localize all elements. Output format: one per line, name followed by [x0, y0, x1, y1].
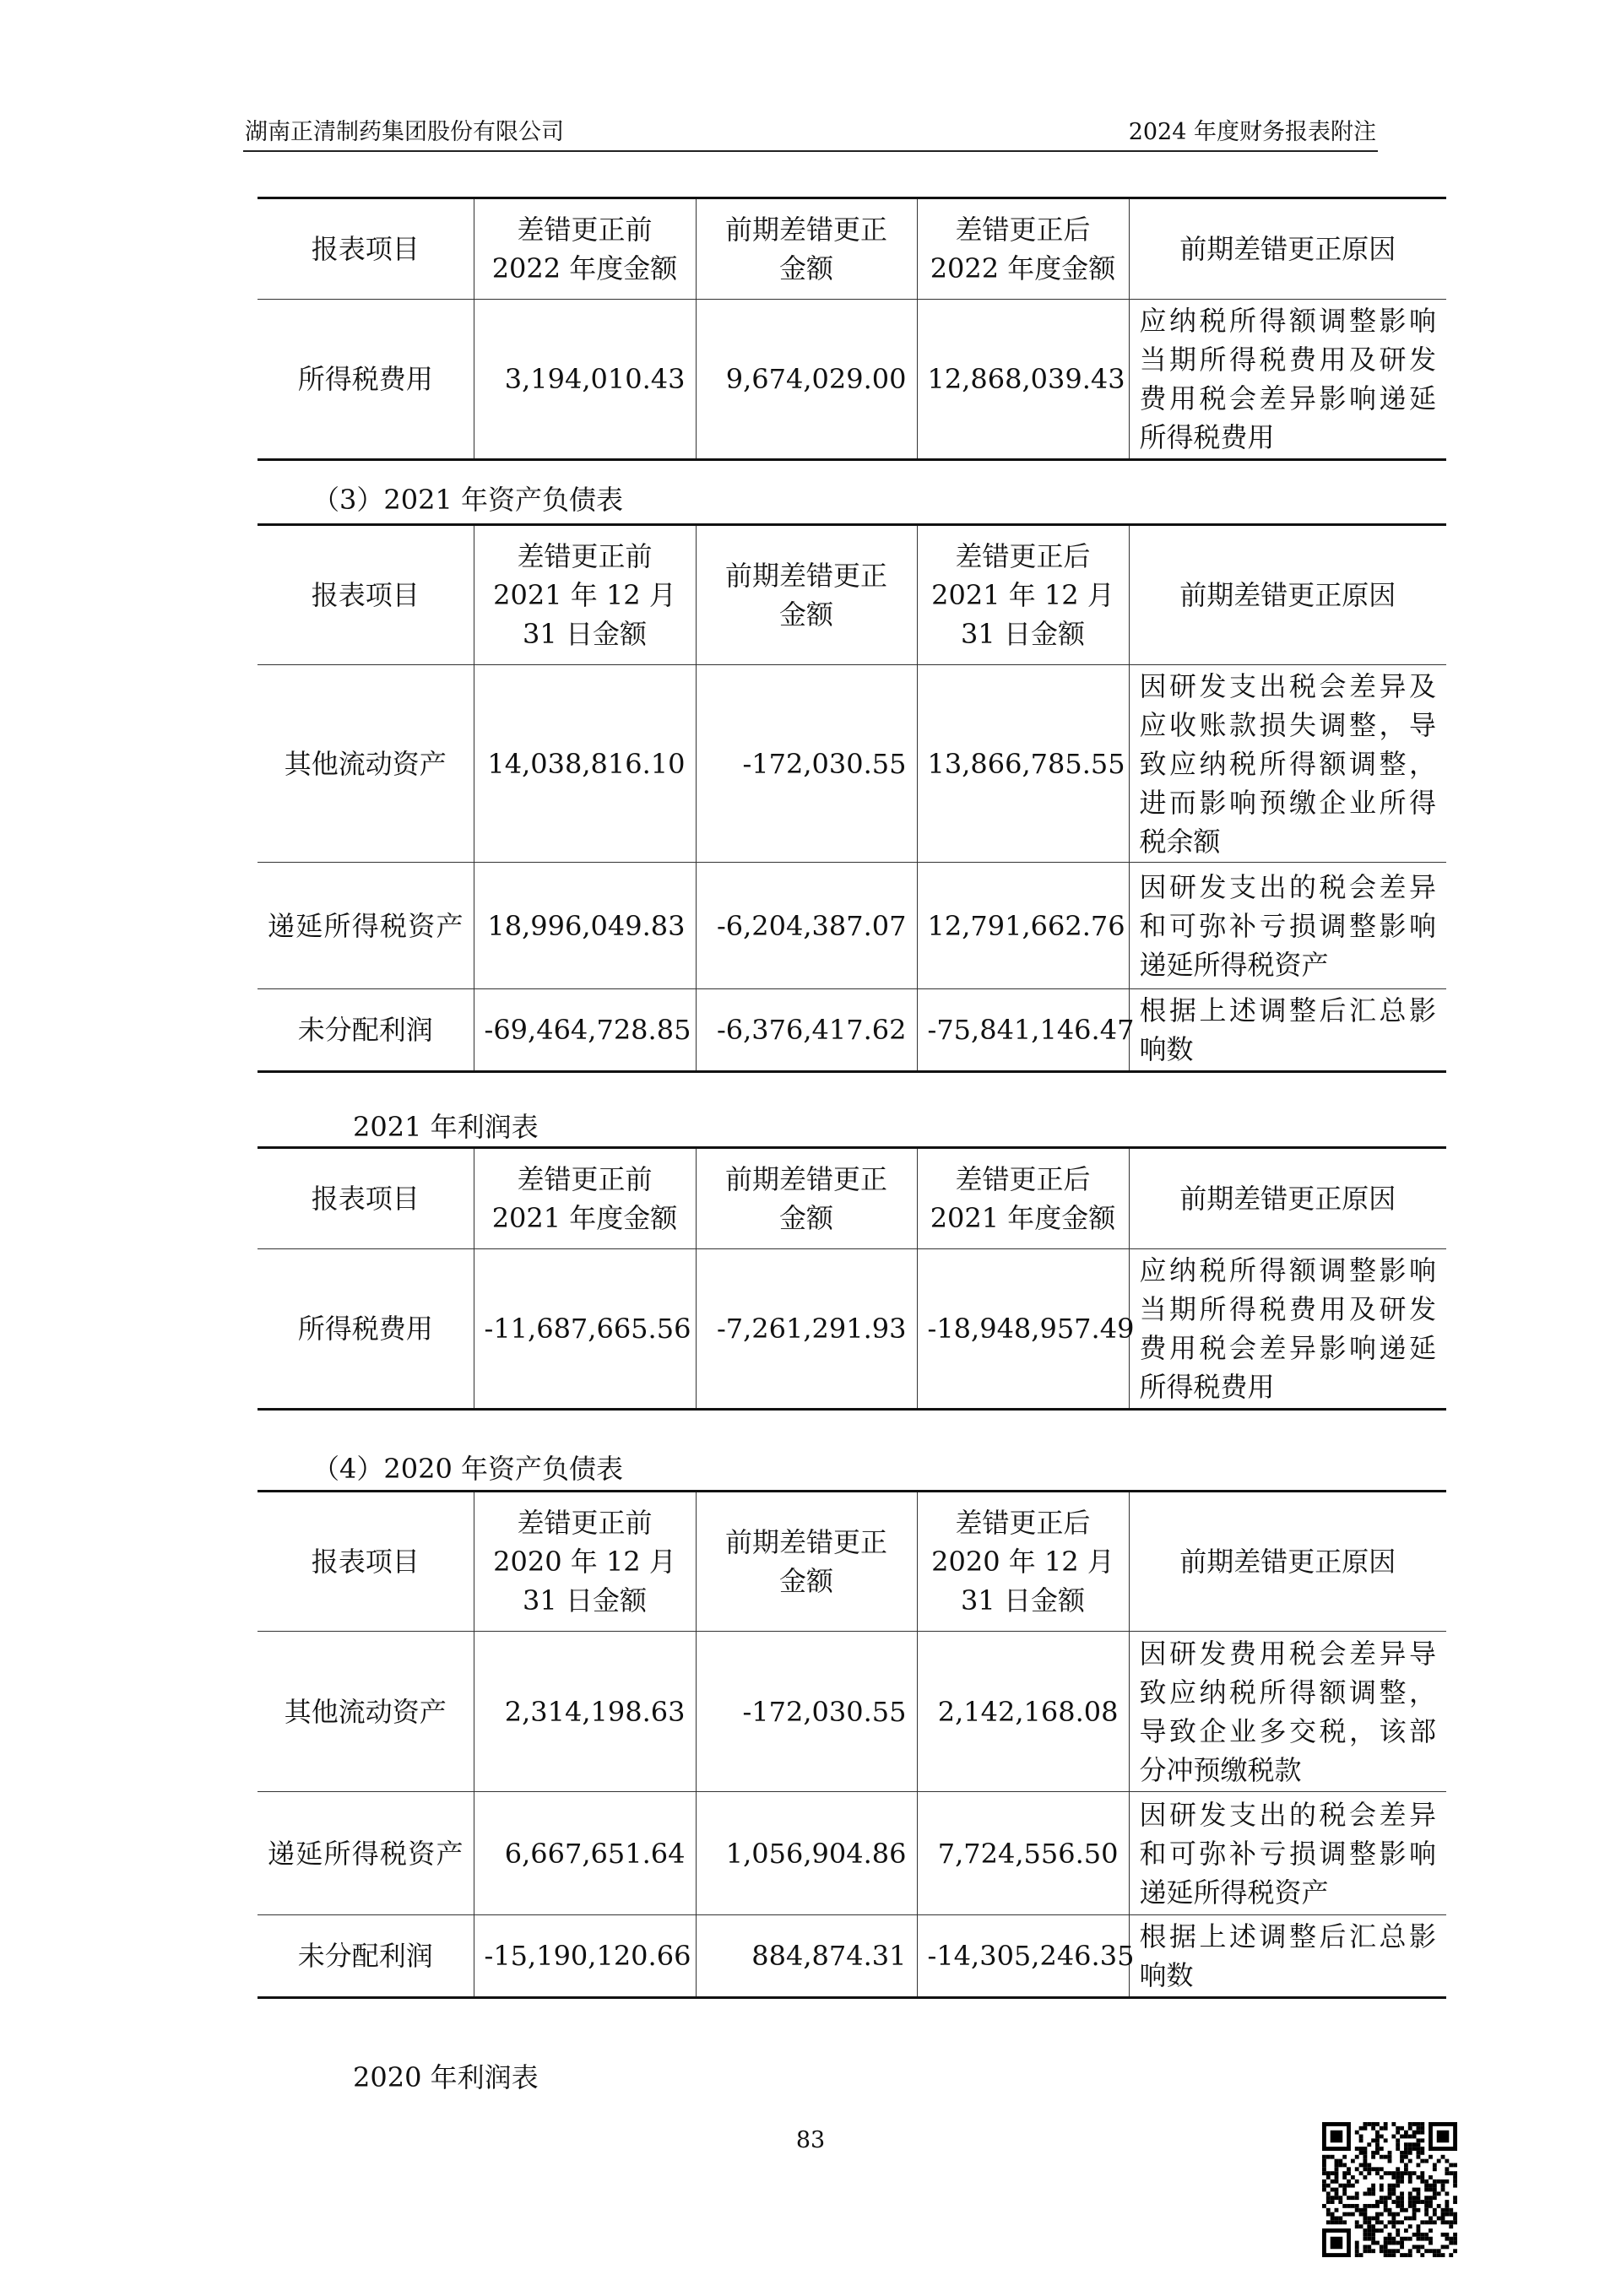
col-header-correction: 前期差错更正 金额 [696, 198, 917, 300]
row-reason: 根据上述调整后汇总影响数 [1129, 1915, 1446, 1998]
row-correction: -172,030.55 [696, 665, 917, 863]
row-correction: 9,674,029.00 [696, 300, 917, 460]
row-item: 递延所得税资产 [258, 863, 474, 989]
col-header-item: 报表项目 [258, 525, 474, 665]
col-header-item: 报表项目 [258, 1492, 474, 1632]
col-header-before: 差错更正前 2022 年度金额 [474, 198, 696, 300]
row-correction: 1,056,904.86 [696, 1792, 917, 1915]
section-title-2021-income: 2021 年利润表 [353, 1111, 539, 1143]
row-reason: 应纳税所得额调整影响当期所得税费用及研发费用税会差异影响递延所得税费用 [1129, 300, 1446, 460]
page-number: 83 [795, 2127, 826, 2153]
col-header-reason: 前期差错更正原因 [1129, 1492, 1446, 1632]
row-before: 18,996,049.83 [474, 863, 696, 989]
row-before: 3,194,010.43 [474, 300, 696, 460]
col-header-after: 差错更正后 2021 年度金额 [917, 1148, 1129, 1249]
row-item: 递延所得税资产 [258, 1792, 474, 1915]
row-reason: 因研发支出税会差异及应收账款损失调整，导致应纳税所得额调整，进而影响预缴企业所得税余额 [1129, 665, 1446, 863]
col-header-before: 差错更正前 2021 年度金额 [474, 1148, 696, 1249]
row-after: 12,868,039.43 [917, 300, 1129, 460]
row-item: 其他流动资产 [258, 1632, 474, 1792]
col-header-correction: 前期差错更正 金额 [696, 1492, 917, 1632]
table-row [258, 1915, 1446, 1998]
row-correction: -6,204,387.07 [696, 863, 917, 989]
row-after: 7,724,556.50 [917, 1792, 1129, 1915]
table-row [258, 989, 1446, 1072]
table-header-row [258, 198, 1446, 300]
col-header-before: 差错更正前 2021 年 12 月 31 日金额 [474, 525, 696, 665]
row-reason: 因研发费用税会差异导致应纳税所得额调整，导致企业多交税，该部分冲预缴税款 [1129, 1632, 1446, 1792]
row-after: -75,841,146.47 [917, 989, 1129, 1072]
row-before: -15,190,120.66 [474, 1915, 696, 1998]
row-reason: 因研发支出的税会差异和可弥补亏损调整影响递延所得税资产 [1129, 1792, 1446, 1915]
row-after: -18,948,957.49 [917, 1249, 1129, 1410]
row-before: 6,667,651.64 [474, 1792, 696, 1915]
table-row [258, 863, 1446, 989]
table-row [258, 665, 1446, 863]
row-correction: -6,376,417.62 [696, 989, 917, 1072]
row-correction: 884,874.31 [696, 1915, 917, 1998]
col-header-after: 差错更正后 2020 年 12 月 31 日金额 [917, 1492, 1129, 1632]
table-header-row [258, 525, 1446, 665]
row-correction: -7,261,291.93 [696, 1249, 917, 1410]
table-header-row [258, 1148, 1446, 1249]
table-2021-balance [258, 523, 1446, 1073]
table-header-row [258, 1492, 1446, 1632]
header-report-title: 2024 年度财务报表附注 [1128, 119, 1376, 145]
col-header-reason: 前期差错更正原因 [1129, 1148, 1446, 1249]
row-before: 14,038,816.10 [474, 665, 696, 863]
col-header-correction: 前期差错更正 金额 [696, 1148, 917, 1249]
section-title-2020-balance: （4）2020 年资产负债表 [312, 1453, 623, 1485]
col-header-item: 报表项目 [258, 1148, 474, 1249]
row-reason: 因研发支出的税会差异和可弥补亏损调整影响递延所得税资产 [1129, 863, 1446, 989]
table-row [258, 1249, 1446, 1410]
table-row [258, 300, 1446, 460]
header-company: 湖南正清制药集团股份有限公司 [245, 119, 564, 145]
row-after: 13,866,785.55 [917, 665, 1129, 863]
row-after: 2,142,168.08 [917, 1632, 1129, 1792]
col-header-after: 差错更正后 2022 年度金额 [917, 198, 1129, 300]
row-after: -14,305,246.35 [917, 1915, 1129, 1998]
table-2020-balance [258, 1490, 1446, 1999]
section-title-2021-balance: （3）2021 年资产负债表 [312, 484, 623, 516]
table-row [258, 1632, 1446, 1792]
row-before: -69,464,728.85 [474, 989, 696, 1072]
row-reason: 根据上述调整后汇总影响数 [1129, 989, 1446, 1072]
row-before: 2,314,198.63 [474, 1632, 696, 1792]
table-2022-income [258, 197, 1446, 461]
col-header-reason: 前期差错更正原因 [1129, 525, 1446, 665]
col-header-before: 差错更正前 2020 年 12 月 31 日金额 [474, 1492, 696, 1632]
header-rule [243, 150, 1378, 152]
section-title-2020-income: 2020 年利润表 [353, 2061, 539, 2093]
row-item: 所得税费用 [258, 1249, 474, 1410]
qr-code-icon [1322, 2122, 1457, 2257]
row-after: 12,791,662.76 [917, 863, 1129, 989]
table-row [258, 1792, 1446, 1915]
col-header-reason: 前期差错更正原因 [1129, 198, 1446, 300]
row-item: 所得税费用 [258, 300, 474, 460]
row-before: -11,687,665.56 [474, 1249, 696, 1410]
table-2021-income [258, 1146, 1446, 1411]
col-header-item: 报表项目 [258, 198, 474, 300]
row-item: 未分配利润 [258, 1915, 474, 1998]
row-item: 其他流动资产 [258, 665, 474, 863]
row-correction: -172,030.55 [696, 1632, 917, 1792]
col-header-correction: 前期差错更正 金额 [696, 525, 917, 665]
col-header-after: 差错更正后 2021 年 12 月 31 日金额 [917, 525, 1129, 665]
row-reason: 应纳税所得额调整影响当期所得税费用及研发费用税会差异影响递延所得税费用 [1129, 1249, 1446, 1410]
row-item: 未分配利润 [258, 989, 474, 1072]
